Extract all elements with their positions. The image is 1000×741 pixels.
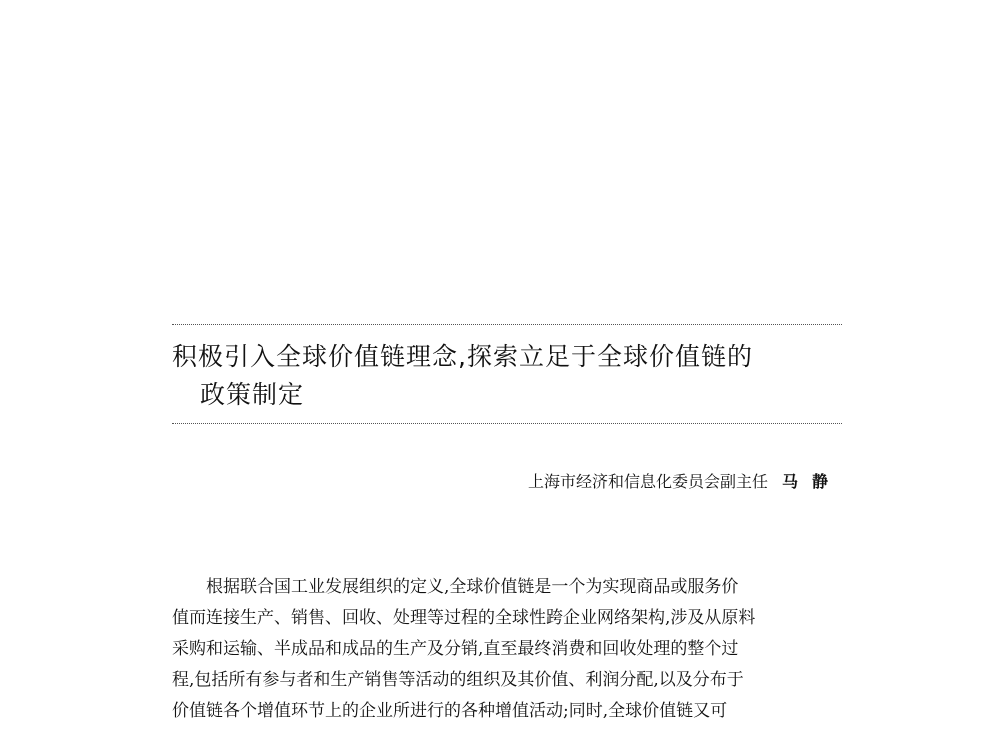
body-line: 值而连接生产、销售、回收、处理等过程的全球性跨企业网络架构,涉及从原料: [172, 608, 756, 628]
author-affiliation: 上海市经济和信息化委员会副主任: [527, 472, 768, 491]
byline: [528, 470, 842, 494]
body-line: 采购和运输、半成品和成品的生产及分销,直至最终消费和回收处理的整个过: [172, 639, 739, 659]
article-body: [172, 572, 842, 727]
body-line: 价值链各个增值环节上的企业所进行的各种增值活动;同时,全球价值链又可: [172, 701, 728, 721]
article-title-line-2: 政策制定: [200, 380, 305, 409]
title-top-rule: [172, 324, 842, 325]
body-line: 程,包括所有参与者和生产销售等活动的组织及其价值、利润分配,以及分布于: [172, 670, 744, 690]
title-bottom-rule: [172, 423, 842, 424]
article-title: [172, 338, 852, 414]
article-title-line-1: 积极引入全球价值链理念,探索立足于全球价值链的: [172, 342, 753, 371]
author-name: 马静: [781, 472, 842, 491]
body-line: 根据联合国工业发展组织的定义,全球价值链是一个为实现商品或服务价: [206, 577, 739, 597]
